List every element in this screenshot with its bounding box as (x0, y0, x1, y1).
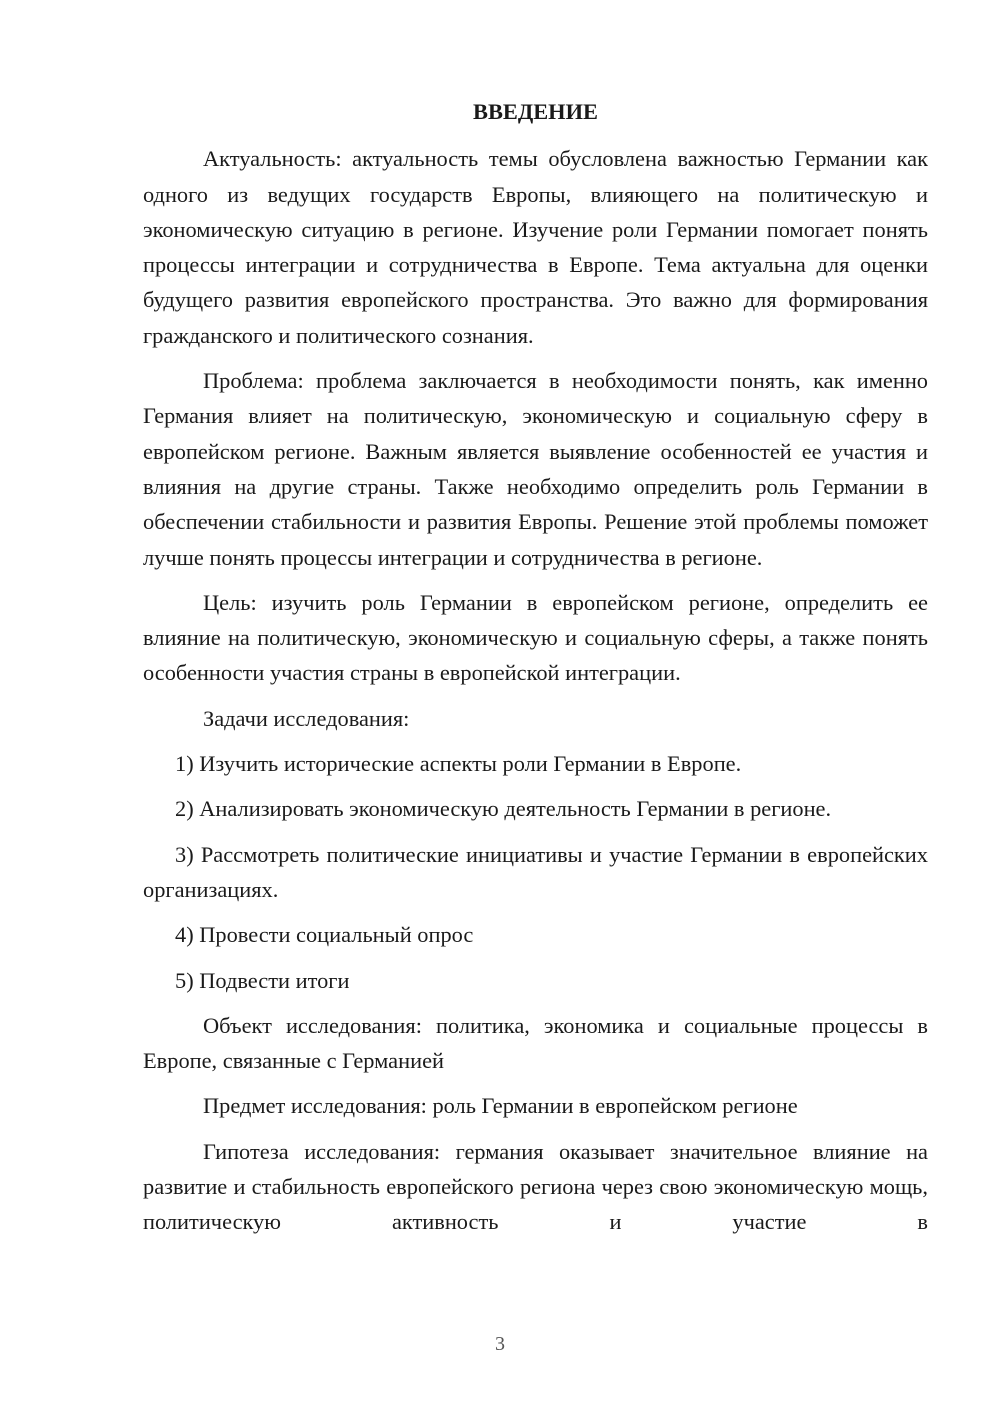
goal-paragraph: Цель: изучить роль Германии в европейском регионе, определить ее влияние на политическую, экономическую и социальную сферы, а также понять особенности участия страны в европейской интеграции. (143, 589, 928, 686)
page-title: ВВЕДЕНИЕ (473, 99, 598, 124)
problem-paragraph: Проблема: проблема заключается в необходимости понять, как именно Германия влияет на политическую, экономическую и социальную сферу в европейском регионе. Важным является выявление особенностей ее участия и влияния на другие страны. Также необходимо определить роль Германии в обеспечении стабильности и развития Европы. Решение этой проблемы поможет лучше понять процессы интеграции и сотрудничества в регионе. (143, 368, 928, 570)
object-paragraph: Объект исследования: политика, экономика и социальные процессы в Европе, связанные с Германией (143, 1012, 928, 1074)
task-item-1: 1) Изучить исторические аспекты роли Германии в Европе. (175, 751, 742, 777)
task-item-3: 3) Рассмотреть политические инициативы и участие Германии в европейских организациях. (143, 841, 928, 902)
task-item-5: 5) Подвести итоги (175, 967, 350, 993)
document-page (143, 94, 928, 1240)
hypothesis-paragraph: Гипотеза исследования: германия оказывает значительное влияние на развитие и стабильность европейского региона через свою экономическую мощь, политическую активность и участие в (143, 1138, 928, 1235)
page-number: 3 (495, 1333, 505, 1355)
subject-paragraph: Предмет исследования: роль Германии в европейском регионе (203, 1093, 798, 1119)
task-item-2: 2) Анализировать экономическую деятельность Германии в регионе. (175, 796, 832, 822)
task-item-4: 4) Провести социальный опрос (175, 922, 474, 948)
relevance-paragraph: Актуальность: актуальность темы обусловлена важностью Германии как одного из ведущих государств Европы, влияющего на политическую и экономическую ситуацию в регионе. Изучение роли Германии помогает понять процессы интеграции и сотрудничества в Европе. Тема актуальна для оценки будущего развития европейского пространства. Это важно для формирования гражданского и политического сознания. (143, 146, 928, 348)
tasks-heading: Задачи исследования: (203, 705, 410, 731)
